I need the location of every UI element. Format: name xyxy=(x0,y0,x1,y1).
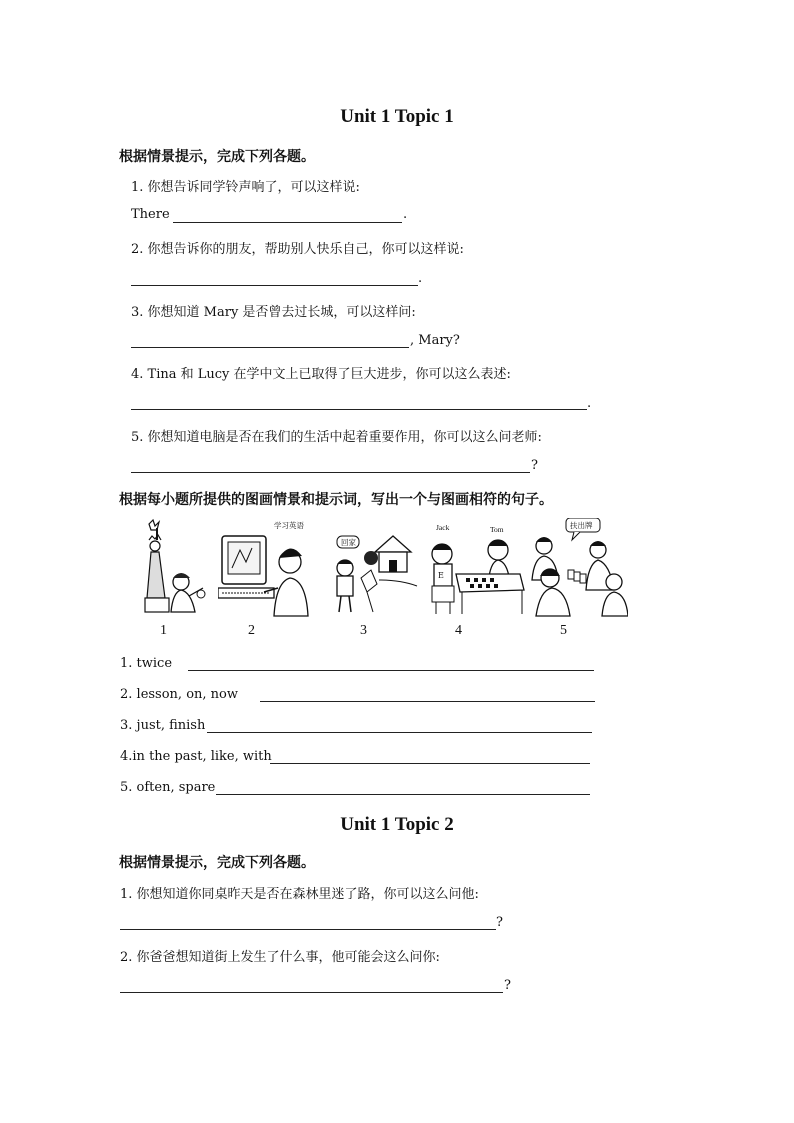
picture-4-label-jack: Jack xyxy=(436,523,450,532)
hint-1: 1. twice xyxy=(120,656,173,671)
topic2-title: Unit 1 Topic 2 xyxy=(340,814,454,835)
picture-number-1: 1 xyxy=(160,623,167,638)
picture-number-5: 5 xyxy=(560,623,567,638)
t1-q5-suffix: ? xyxy=(531,458,538,473)
hint-4: 4.in the past, like, with xyxy=(120,749,272,764)
hint-3: 3. just, finish xyxy=(120,718,206,733)
svg-text:E: E xyxy=(438,571,444,580)
topic1-section2-heading: 根据每小题所提供的图画情景和提示词，写出一个与图画相符的句子。 xyxy=(119,492,553,508)
answer-line-t1-q3[interactable] xyxy=(131,347,409,348)
t1-q3-suffix: , Mary? xyxy=(410,333,460,348)
answer-line-hint-2[interactable] xyxy=(260,701,595,702)
picture-3-label: 回家 xyxy=(341,538,356,547)
t2-q2-suffix: ? xyxy=(504,978,511,993)
hint-2: 2. lesson, on, now xyxy=(120,687,238,702)
topic1-question-3: 3. 你想知道 Mary 是否曾去过长城，可以这样问: xyxy=(131,305,416,320)
answer-line-t1-q5[interactable] xyxy=(131,472,530,473)
picture-5-playing-cards xyxy=(528,518,628,618)
picture-number-3: 3 xyxy=(360,623,367,638)
picture-1-statue-of-liberty xyxy=(143,518,209,618)
topic1-question-1: 1. 你想告诉同学铃声响了，可以这样说: xyxy=(131,180,360,195)
answer-line-hint-3[interactable] xyxy=(207,732,592,733)
t1-q2-suffix: . xyxy=(418,271,423,286)
answer-line-t1-q4[interactable] xyxy=(131,409,587,410)
answer-line-hint-5[interactable] xyxy=(216,794,590,795)
topic2-section1-heading: 根据情景提示，完成下列各题。 xyxy=(119,855,315,871)
topic1-title: Unit 1 Topic 1 xyxy=(340,106,454,127)
topic1-question-4: 4. Tina 和 Lucy 在学中文上已取得了巨大进步，你可以这么表述: xyxy=(131,367,511,382)
topic2-question-2: 2. 你爸爸想知道街上发生了什么事，他可能会这么问你: xyxy=(120,950,440,965)
topic1-q1-prefix: There xyxy=(131,207,170,222)
picture-2-computer xyxy=(218,518,310,618)
picture-5-label: 扶出牌 xyxy=(570,521,593,530)
hint-5: 5. often, spare xyxy=(120,780,216,795)
answer-line-hint-4[interactable] xyxy=(270,763,590,764)
answer-line-t1-q2[interactable] xyxy=(131,285,418,286)
answer-line-t1-q1[interactable] xyxy=(173,222,402,223)
t2-q1-suffix: ? xyxy=(496,915,503,930)
picture-number-4: 4 xyxy=(455,623,462,638)
picture-4-label-tom: Tom xyxy=(490,525,504,534)
answer-line-t2-q1[interactable] xyxy=(120,929,496,930)
picture-4-chess xyxy=(428,518,528,618)
picture-number-2: 2 xyxy=(248,623,255,638)
topic1-question-5: 5. 你想知道电脑是否在我们的生活中起着重要作用，你可以这么问老师: xyxy=(131,430,542,445)
t1-q1-suffix: . xyxy=(403,207,408,222)
picture-3-going-home xyxy=(331,518,423,618)
topic1-section1-heading: 根据情景提示，完成下列各题。 xyxy=(119,149,315,165)
topic2-question-1: 1. 你想知道你同桌昨天是否在森林里迷了路，你可以这么问他: xyxy=(120,887,479,902)
t1-q4-suffix: . xyxy=(587,396,592,411)
answer-line-t2-q2[interactable] xyxy=(120,992,503,993)
topic1-question-2: 2. 你想告诉你的朋友，帮助别人快乐自己，你可以这样说: xyxy=(131,242,464,257)
picture-2-label: 学习英语 xyxy=(274,521,304,530)
answer-line-hint-1[interactable] xyxy=(188,670,594,671)
